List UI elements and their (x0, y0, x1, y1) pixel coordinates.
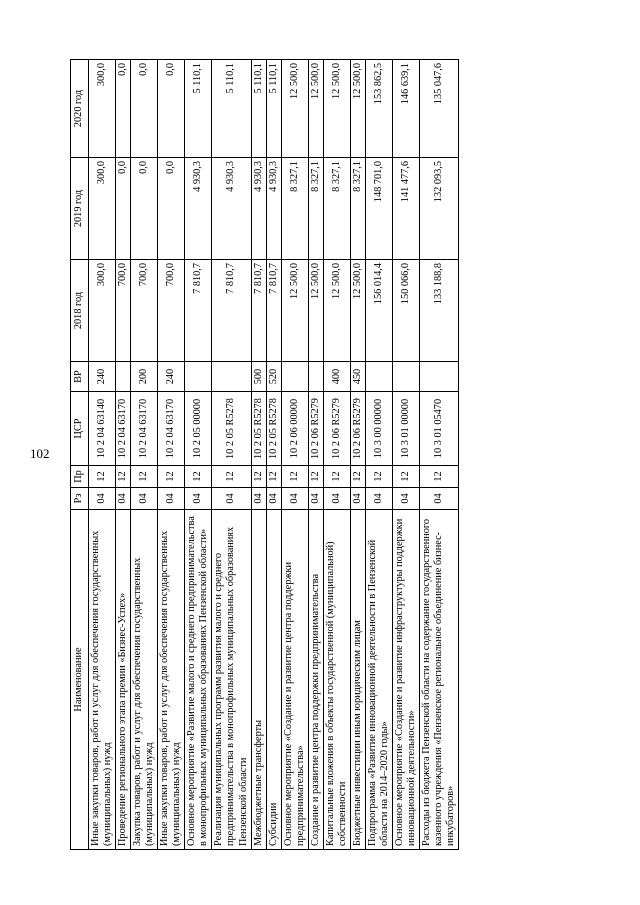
col-header-name: Наименование (71, 510, 89, 850)
cell-2018: 700,0 (131, 260, 158, 362)
cell-csr: 10 3 01 05470 (420, 392, 459, 466)
cell-csr: 10 3 01 00000 (393, 392, 420, 466)
cell-2018: 12 500,0 (308, 260, 323, 362)
cell-2019: 0,0 (116, 158, 131, 260)
cell-csr: 10 2 04 63170 (158, 392, 185, 466)
cell-csr: 10 2 05 00000 (185, 392, 212, 466)
cell-2019: 0,0 (158, 158, 185, 260)
cell-pr: 12 (266, 466, 281, 488)
cell-2018: 7 810,7 (185, 260, 212, 362)
cell-rz: 04 (116, 488, 131, 510)
cell-rz: 04 (266, 488, 281, 510)
cell-2018: 156 014,4 (365, 260, 392, 362)
table-row (365, 60, 392, 850)
cell-pr: 12 (212, 466, 251, 488)
cell-2018: 700,0 (116, 260, 131, 362)
cell-csr: 10 2 06 R5279 (308, 392, 323, 466)
col-header-csr: ЦСР (71, 392, 89, 466)
cell-2018: 12 500,0 (323, 260, 350, 362)
cell-rz: 04 (281, 488, 308, 510)
cell-2020: 12 500,0 (308, 60, 323, 158)
cell-2020: 0,0 (158, 60, 185, 158)
col-header-rz: Рз (71, 488, 89, 510)
cell-rz: 04 (393, 488, 420, 510)
cell-2018: 7 810,7 (266, 260, 281, 362)
cell-name: Основное мероприятие «Создание и развитие инфраструктуры поддержки инновационной деятельности» (393, 510, 420, 850)
cell-rz: 04 (365, 488, 392, 510)
cell-name: Капитальные вложения в объекты государственной (муниципальной) собственности (323, 510, 350, 850)
cell-name: Закупка товаров, работ и услуг для обеспечения государственных (муниципальных) нужд (131, 510, 158, 850)
cell-rz: 04 (323, 488, 350, 510)
table-rotator (70, 60, 610, 850)
cell-2020: 5 110,1 (212, 60, 251, 158)
cell-name: Основное мероприятие «Создание и развитие центра поддержки предпринимательства» (281, 510, 308, 850)
cell-name: Иные закупки товаров, работ и услуг для обеспечения государственных (муниципальных) нужд (158, 510, 185, 850)
cell-2019: 8 327,1 (308, 158, 323, 260)
col-header-pr: Пр (71, 466, 89, 488)
cell-rz: 04 (131, 488, 158, 510)
col-header-2019: 2019 год (71, 158, 89, 260)
cell-csr: 10 2 04 63140 (89, 392, 116, 466)
cell-2019: 4 930,3 (251, 158, 266, 260)
table-row (89, 60, 116, 850)
cell-2019: 148 701,0 (365, 158, 392, 260)
cell-pr: 12 (281, 466, 308, 488)
cell-2020: 146 639,1 (393, 60, 420, 158)
cell-csr: 10 2 06 00000 (281, 392, 308, 466)
cell-2018: 7 810,7 (212, 260, 251, 362)
cell-2019: 132 093,5 (420, 158, 459, 260)
col-header-2018: 2018 год (71, 260, 89, 362)
cell-rz: 04 (212, 488, 251, 510)
cell-2018: 133 188,8 (420, 260, 459, 362)
table-row (251, 60, 266, 850)
cell-2020: 0,0 (116, 60, 131, 158)
table-row (308, 60, 323, 850)
cell-pr: 12 (131, 466, 158, 488)
cell-rz: 04 (308, 488, 323, 510)
cell-vr: 520 (266, 362, 281, 392)
cell-2018: 700,0 (158, 260, 185, 362)
table-row (393, 60, 420, 850)
cell-2019: 4 930,3 (185, 158, 212, 260)
cell-name: Межбюджетные трансферты (251, 510, 266, 850)
cell-vr: 400 (323, 362, 350, 392)
cell-vr (185, 362, 212, 392)
cell-vr: 200 (131, 362, 158, 392)
cell-pr: 12 (323, 466, 350, 488)
budget-table (70, 59, 459, 850)
cell-name: Создание и развитие центра поддержки предпринимательства (308, 510, 323, 850)
cell-pr: 12 (89, 466, 116, 488)
cell-pr: 12 (350, 466, 365, 488)
table-row (281, 60, 308, 850)
cell-2020: 12 500,0 (323, 60, 350, 158)
cell-name: Иные закупки товаров, работ и услуг для обеспечения государственных (муниципальных) нужд (89, 510, 116, 850)
cell-vr: 450 (350, 362, 365, 392)
table-row (185, 60, 212, 850)
cell-csr: 10 2 04 63170 (131, 392, 158, 466)
cell-2018: 7 810,7 (251, 260, 266, 362)
cell-2020: 12 500,0 (350, 60, 365, 158)
cell-pr: 12 (420, 466, 459, 488)
col-header-vr: ВР (71, 362, 89, 392)
table-row (158, 60, 185, 850)
cell-vr (116, 362, 131, 392)
cell-pr: 12 (308, 466, 323, 488)
table-row (420, 60, 459, 850)
table-row (212, 60, 251, 850)
cell-rz: 04 (158, 488, 185, 510)
cell-rz: 04 (251, 488, 266, 510)
cell-2020: 153 862,5 (365, 60, 392, 158)
cell-2020: 5 110,1 (251, 60, 266, 158)
table-body (89, 60, 459, 850)
cell-2019: 8 327,1 (350, 158, 365, 260)
cell-csr: 10 2 06 R5279 (323, 392, 350, 466)
cell-name: Расходы из бюджета Пензенской области на содержание государственного казенного учреждения «Пензенское региональное объединение бизнес-инкубаторов» (420, 510, 459, 850)
cell-rz: 04 (89, 488, 116, 510)
cell-name: Субсидии (266, 510, 281, 850)
cell-2019: 4 930,3 (212, 158, 251, 260)
cell-2019: 4 930,3 (266, 158, 281, 260)
cell-2020: 5 110,1 (185, 60, 212, 158)
cell-2020: 135 047,6 (420, 60, 459, 158)
cell-2018: 300,0 (89, 260, 116, 362)
cell-csr: 10 2 05 R5278 (266, 392, 281, 466)
cell-name: Бюджетные инвестиции иным юридическим лицам (350, 510, 365, 850)
cell-2020: 0,0 (131, 60, 158, 158)
cell-2020: 300,0 (89, 60, 116, 158)
table-row (323, 60, 350, 850)
cell-2019: 0,0 (131, 158, 158, 260)
cell-rz: 04 (350, 488, 365, 510)
cell-2020: 12 500,0 (281, 60, 308, 158)
cell-pr: 12 (116, 466, 131, 488)
cell-pr: 12 (185, 466, 212, 488)
table-row (266, 60, 281, 850)
cell-vr (365, 362, 392, 392)
cell-2019: 300,0 (89, 158, 116, 260)
cell-pr: 12 (365, 466, 392, 488)
cell-vr: 500 (251, 362, 266, 392)
table-row (350, 60, 365, 850)
cell-vr (281, 362, 308, 392)
col-header-2020: 2020 год (71, 60, 89, 158)
cell-2020: 5 110,1 (266, 60, 281, 158)
page-number: 102 (30, 446, 50, 461)
cell-vr (393, 362, 420, 392)
cell-2018: 12 500,0 (281, 260, 308, 362)
table-row (131, 60, 158, 850)
table-row (116, 60, 131, 850)
cell-csr: 10 2 05 R5278 (212, 392, 251, 466)
cell-2018: 12 500,0 (350, 260, 365, 362)
header-row (71, 60, 89, 850)
cell-vr (420, 362, 459, 392)
cell-pr: 12 (393, 466, 420, 488)
cell-vr: 240 (158, 362, 185, 392)
cell-vr (212, 362, 251, 392)
cell-name: Основное мероприятие «Развитие малого и среднего предпринимательства в монопрофильных муниципальных образованиях Пензенской области» (185, 510, 212, 850)
cell-name: Подпрограмма «Развитие инновационной деятельности в Пензенской области на 2014–2020 годы» (365, 510, 392, 850)
rotated-table-container (70, 60, 610, 850)
cell-csr: 10 2 06 R5279 (350, 392, 365, 466)
cell-vr: 240 (89, 362, 116, 392)
cell-csr: 10 2 04 63170 (116, 392, 131, 466)
cell-name: Реализация муниципальных программ развития малого и среднего предпринимательства в монопрофильных муниципальных образованиях Пензенской области (212, 510, 251, 850)
cell-vr (308, 362, 323, 392)
cell-pr: 12 (158, 466, 185, 488)
cell-csr: 10 3 00 00000 (365, 392, 392, 466)
cell-rz: 04 (185, 488, 212, 510)
cell-csr: 10 2 05 R5278 (251, 392, 266, 466)
cell-2019: 8 327,1 (323, 158, 350, 260)
cell-rz: 04 (420, 488, 459, 510)
cell-2018: 150 066,0 (393, 260, 420, 362)
cell-2019: 8 327,1 (281, 158, 308, 260)
cell-name: Проведение регионального этапа премии «Бизнес-Успех» (116, 510, 131, 850)
cell-2019: 141 477,6 (393, 158, 420, 260)
cell-pr: 12 (251, 466, 266, 488)
